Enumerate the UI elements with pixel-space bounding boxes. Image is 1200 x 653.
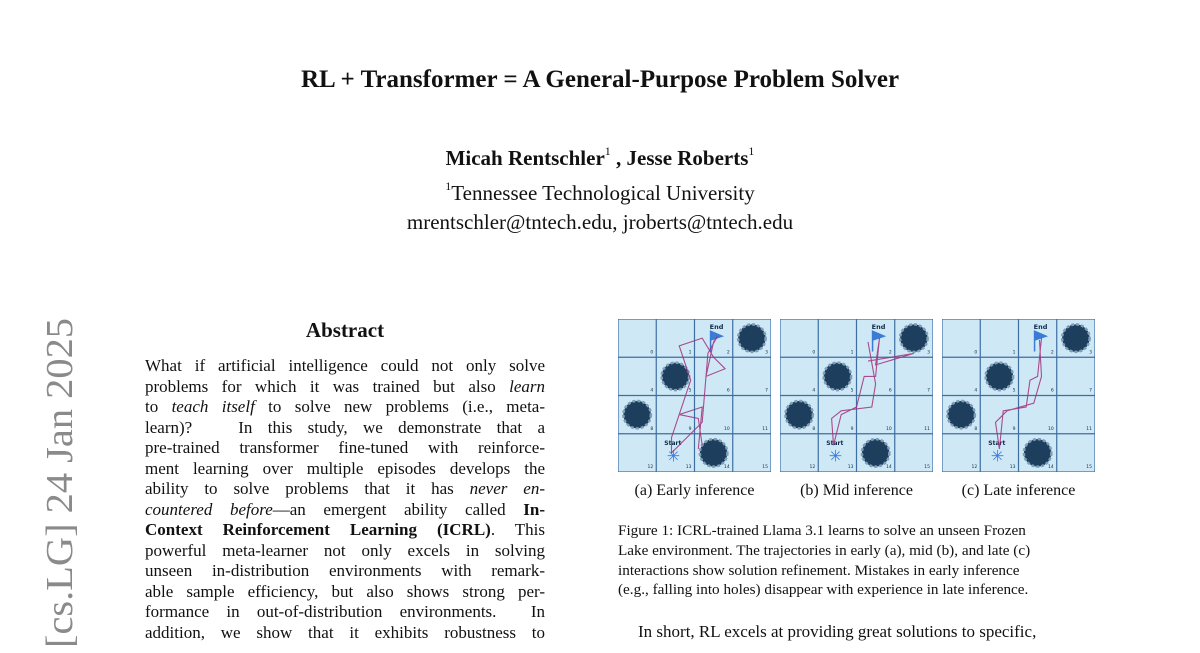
cell-index-label: 9: [850, 426, 854, 432]
start-label: Start: [826, 439, 844, 447]
abstract-line: [145, 356, 545, 377]
figure-panel-late: [942, 319, 1095, 472]
end-label: End: [1033, 323, 1048, 331]
start-label: Start: [664, 439, 682, 447]
abstract-line: [145, 377, 545, 398]
cell-index-label: 8: [812, 426, 816, 432]
abstract-bold-text: In-: [523, 499, 545, 519]
abstract-line: [145, 500, 545, 521]
caption-line: Figure 1: ICRL-trained Llama 3.1 learns to solve an unseen Frozen: [618, 522, 1026, 539]
hole-icon: [862, 439, 890, 467]
abstract-text: . This: [490, 520, 545, 539]
hole-icon: [986, 363, 1014, 391]
abstract-italic-text: learn: [509, 376, 545, 396]
hole-icon: [700, 439, 728, 467]
cell-index-label: 6: [888, 388, 892, 394]
cell-index-label: 9: [1012, 426, 1016, 432]
cell-index-label: 5: [688, 388, 692, 394]
cell-index-label: 2: [726, 350, 730, 356]
cell-index-label: 12: [647, 465, 654, 470]
hole-icon: [947, 401, 975, 429]
cell-index-label: 10: [886, 426, 892, 432]
abstract-text: formance in out-of-distribution environments. In: [145, 602, 545, 621]
author-affil-mark: 1: [748, 144, 755, 158]
cell-index-label: 12: [809, 465, 816, 470]
hole-icon: [738, 324, 766, 352]
start-star-icon: ✳: [990, 448, 1005, 466]
affiliation-mark: 1: [445, 179, 452, 193]
start-star-icon: ✳: [828, 448, 843, 466]
abstract-line: [145, 561, 545, 582]
hole-icon: [623, 401, 651, 429]
abstract-line: [145, 418, 545, 439]
abstract-text: ment learning over multiple episodes develops the: [145, 458, 545, 478]
paper-title: RL + Transformer = A General-Purpose Problem Solver: [300, 66, 900, 93]
abstract-text: learn)? In this study, we demonstrate that a: [145, 417, 545, 437]
arxiv-stamp-text: [cs.LG] 24 Jan 2025: [39, 337, 81, 648]
cell-index-label: 6: [1050, 388, 1054, 394]
end-label: End: [709, 323, 724, 331]
caption-line: Lake environment. The trajectories in early (a), mid (b), and late (c): [618, 541, 1031, 559]
cell-index-label: 9: [688, 426, 692, 432]
abstract-italic-text: teach itself: [171, 397, 255, 416]
hole-icon: [900, 324, 928, 352]
cell-index-label: 14: [724, 465, 730, 470]
cell-index-label: 14: [886, 465, 892, 470]
abstract-text: problems for which it was trained but also: [145, 376, 510, 396]
abstract-text: What if artificial intelligence could not only solve: [145, 356, 545, 375]
abstract-line: [145, 582, 545, 603]
abstract-text: able sample efficiency, but also shows strong per-: [145, 581, 545, 601]
caption-line: (e.g., falling into holes) disappear with experience in late inference.: [618, 581, 1029, 599]
abstract-line: [145, 602, 545, 623]
hole-icon: [1062, 324, 1090, 352]
cell-index-label: 15: [924, 465, 930, 470]
cell-index-label: 1: [850, 350, 854, 356]
end-label: End: [871, 323, 886, 331]
cell-index-label: 0: [812, 350, 816, 356]
author-name: Jesse Roberts: [626, 146, 749, 170]
author-list: [0, 146, 1200, 171]
cell-index-label: 13: [1009, 465, 1016, 470]
cell-index-label: 13: [685, 465, 692, 470]
abstract-text: to: [145, 397, 172, 416]
abstract-line: [145, 479, 545, 500]
cell-index-label: 3: [927, 350, 930, 356]
cell-index-label: 1: [1012, 350, 1016, 356]
cell-index-label: 11: [762, 426, 768, 432]
figure-panel-mid: [780, 319, 933, 472]
body-text: [618, 622, 1094, 643]
abstract-line: [145, 397, 545, 418]
author-emails: mrentschler@tntech.edu, jroberts@tntech.edu: [406, 210, 794, 234]
hole-icon: [785, 401, 813, 429]
subcaption-c: (c) Late inference: [961, 482, 1076, 499]
author-affil-mark: 1: [604, 144, 611, 158]
abstract-text: pre-trained transformer fine-tuned with reinforce-: [145, 438, 545, 457]
cell-index-label: 10: [724, 426, 730, 432]
cell-index-label: 5: [1012, 388, 1016, 394]
cell-index-label: 7: [765, 388, 768, 394]
subcaption-a: (a) Early inference: [634, 482, 755, 499]
cell-index-label: 12: [971, 465, 978, 470]
cell-index-label: 15: [1086, 465, 1092, 470]
cell-index-label: 14: [1048, 465, 1054, 470]
abstract-bold-text: Context Reinforcement Learning (ICRL): [145, 520, 491, 539]
abstract-italic-text: countered before: [145, 499, 273, 519]
cell-index-label: 11: [1086, 426, 1092, 432]
figure-1: [618, 319, 1096, 473]
cell-index-label: 4: [650, 388, 654, 394]
cell-index-label: 1: [688, 350, 692, 356]
abstract-text: to solve new problems (i.e., meta-: [254, 397, 545, 416]
abstract-text: powerful meta-learner not only excels in solving: [145, 540, 545, 560]
cell-index-label: 6: [726, 388, 730, 394]
abstract-italic-text: never en-: [469, 479, 545, 498]
cell-index-label: 15: [762, 465, 768, 470]
body-line: In short, RL excels at providing great solutions to specific,: [638, 622, 1037, 641]
cell-index-label: 7: [1089, 388, 1092, 394]
author-name: Micah Rentschler: [445, 146, 605, 170]
cell-index-label: 11: [924, 426, 930, 432]
cell-index-label: 10: [1048, 426, 1054, 432]
abstract-line: [145, 438, 545, 459]
abstract-text: ability to solve problems that it has: [145, 479, 470, 498]
abstract-line: [145, 541, 545, 562]
cell-index-label: 13: [847, 465, 854, 470]
cell-index-label: 5: [850, 388, 854, 394]
abstract-line: [145, 623, 545, 644]
abstract-line: [145, 459, 545, 480]
cell-index-label: 3: [1089, 350, 1092, 356]
abstract-text: —an emergent ability called: [272, 499, 524, 519]
start-star-icon: ✳: [666, 448, 681, 466]
abstract-body: [145, 356, 545, 643]
cell-index-label: 8: [650, 426, 654, 432]
cell-index-label: 0: [974, 350, 978, 356]
start-label: Start: [988, 439, 1006, 447]
cell-index-label: 3: [765, 350, 768, 356]
cell-index-label: 0: [650, 350, 654, 356]
caption-line: interactions show solution refinement. Mistakes in early inference: [618, 561, 1020, 579]
hole-icon: [1024, 439, 1052, 467]
abstract-heading: Abstract: [305, 318, 385, 342]
cell-index-label: 8: [974, 426, 978, 432]
author-separator: ,: [610, 146, 627, 170]
affiliation-name: Tennessee Technological University: [451, 181, 755, 205]
cell-index-label: 2: [1050, 350, 1054, 356]
abstract-text: addition, we show that it exhibits robustness to: [145, 622, 545, 642]
affiliation: [0, 181, 1200, 206]
figure-panel-early: [618, 319, 771, 472]
cell-index-label: 2: [888, 350, 892, 356]
cell-index-label: 4: [812, 388, 816, 394]
abstract-text: unseen in-distribution environments with remark-: [145, 561, 545, 580]
hole-icon: [662, 363, 690, 391]
figure-caption: [618, 521, 1094, 600]
hole-icon: [824, 363, 852, 391]
cell-index-label: 7: [927, 388, 930, 394]
cell-index-label: 4: [974, 388, 978, 394]
arxiv-identifier: [20, 318, 80, 648]
subcaption-b: (b) Mid inference: [800, 482, 913, 499]
abstract-line: [145, 520, 545, 541]
